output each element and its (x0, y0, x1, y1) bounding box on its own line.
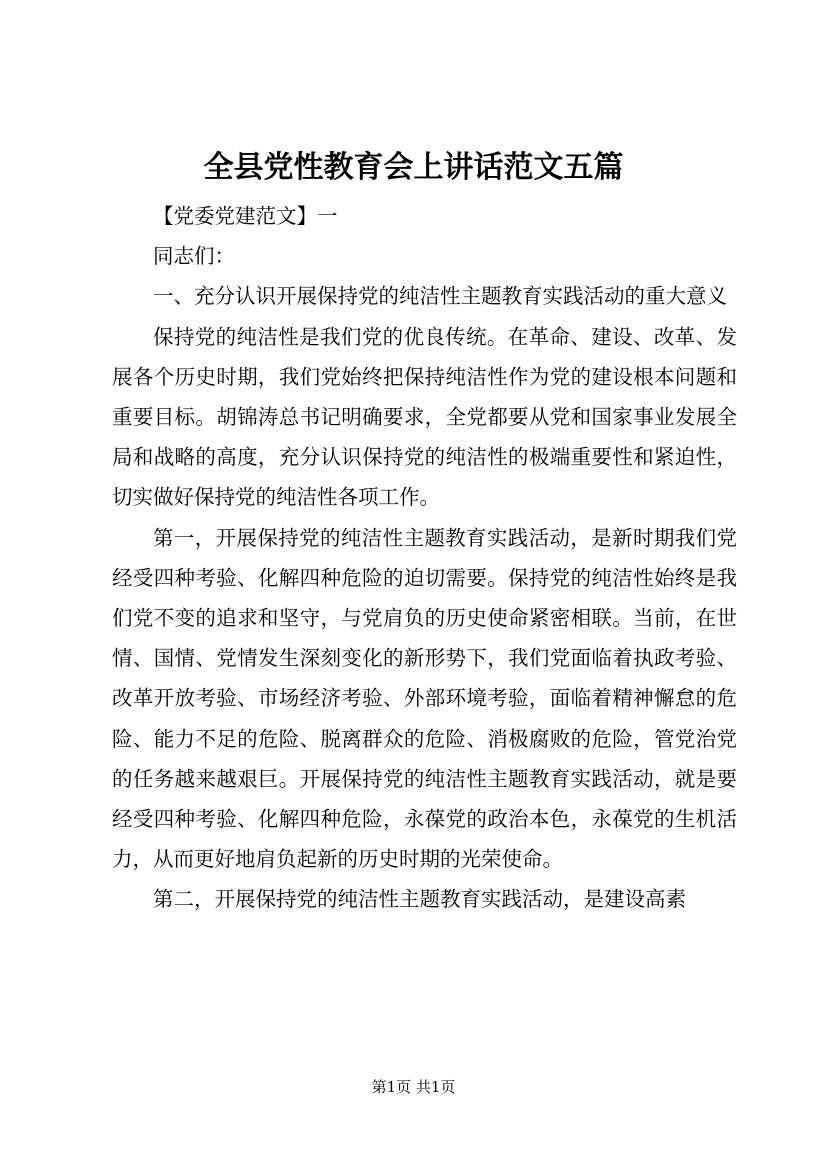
paragraph-purity-tradition: 保持党的纯洁性是我们党的优良传统。在革命、建设、改革、发展各个历史时期，我们党始终把保持纯洁性作为党的建设根本问题和重要目标。胡锦涛总书记明确要求，全党都要从党和国家事业发展全局和战略的高度，充分认识保持党的纯洁性的极端重要性和紧迫性，切实做好保持党的纯洁性各项工作。 (112, 324, 737, 510)
section-label: 【党委党建范文】一 (153, 204, 338, 228)
paragraph-second-point: 第二，开展保持党的纯洁性主题教育实践活动，是建设高素 (153, 887, 686, 912)
heading-one: 一、充分认识开展保持党的纯洁性主题教育实践活动的重大意义 (153, 284, 727, 309)
paragraph-first-point: 第一，开展保持党的纯洁性主题教育实践活动，是新时期我们党经受四种考验、化解四种危险的迫切需要。保持党的纯洁性始终是我们党不变的追求和坚守，与党肩负的历史使命紧密相联。当前，在世情、国情、党情发生深刻变化的新形势下，我们党面临着执政考验、改革开放考验、市场经济考验、外部环境考验，面临着精神懈怠的危险、能力不足的危险、脱离群众的危险、消极腐败的危险，管党治党的任务越来越艰巨。开展保持党的纯洁性主题教育实践活动，就是要经受四种考验、化解四种危险，永葆党的政治本色，永葆党的生机活力，从而更好地肩负起新的历史时期的光荣使命。 (112, 525, 737, 872)
page-footer: 第1页 共1页 (371, 1078, 456, 1096)
document-body (112, 196, 737, 920)
document-title: 全县党性教育会上讲话范文五篇 (203, 150, 624, 185)
salutation: 同志们： (153, 244, 235, 269)
